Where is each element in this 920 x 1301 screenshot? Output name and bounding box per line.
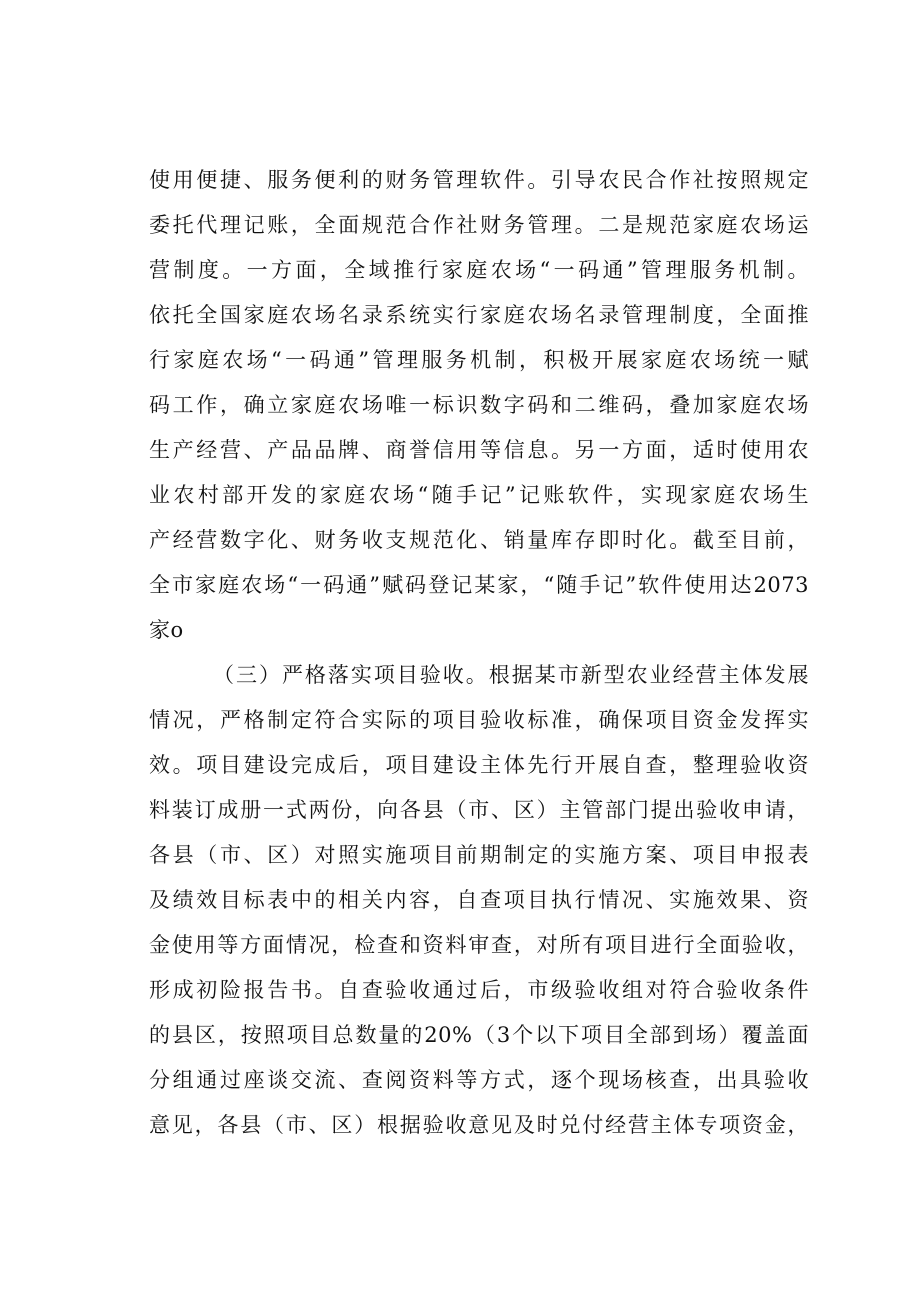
paragraph-2-line-10: 分组通过座谈交流、查阅资料等方式，逐个现场核查，出具验收 [149, 1068, 809, 1092]
paragraph-2-line-11: 意见，各县（市、区）根据验收意见及时兑付经营主体专项资金， [149, 1113, 809, 1137]
paragraph-2-line-7: 金使用等方面情况，检查和资料审查，对所有项目进行全面验收， [149, 933, 809, 957]
paragraph-1-line-3: 营制度。一方面，全域推行家庭农场“一码通”管理服务机制。 [149, 258, 809, 282]
paragraph-1-line-5: 行家庭农场“一码通”管理服务机制，积极开展家庭农场统一赋 [149, 348, 809, 372]
paragraph-1-line-9: 产经营数字化、财务收支规范化、销量库存即时化。截至目前， [149, 528, 809, 552]
paragraph-1-line-1: 使用便捷、服务便利的财务管理软件。引导农民合作社按照规定 [149, 168, 809, 192]
paragraph-2-line-4: 料装订成册一式两份，向各县（市、区）主管部门提出验收申请， [149, 798, 809, 822]
paragraph-1-line-6: 码工作，确立家庭农场唯一标识数字码和二维码，叠加家庭农场 [149, 393, 809, 417]
paragraph-2-line-2: 情况，严格制定符合实际的项目验收标准，确保项目资金发挥实 [149, 708, 809, 732]
paragraph-1-line-7: 生产经营、产品品牌、商誉信用等信息。另一方面，适时使用农 [149, 438, 809, 462]
paragraph-1-line-2: 委托代理记账，全面规范合作社财务管理。二是规范家庭农场运 [149, 213, 809, 237]
paragraph-2-line-6: 及绩效目标表中的相关内容，自查项目执行情况、实施效果、资 [149, 888, 809, 912]
paragraph-2-line-5: 各县（市、区）对照实施项目前期制定的实施方案、项目申报表 [149, 843, 809, 867]
paragraph-2-line-8: 形成初险报告书。自查验收通过后，市级验收组对符合验收条件 [149, 978, 809, 1002]
paragraph-1-line-11: 家o [149, 618, 184, 642]
paragraph-2-line-3: 效。项目建设完成后，项目建设主体先行开展自查，整理验收资 [149, 753, 809, 777]
paragraph-1-line-8: 业农村部开发的家庭农场“随手记”记账软件，实现家庭农场生 [149, 483, 809, 507]
paragraph-2-line-1: （三）严格落实项目验收。根据某市新型农业经营主体发展 [213, 663, 809, 687]
paragraph-1-line-4: 依托全国家庭农场名录系统实行家庭农场名录管理制度，全面推 [149, 303, 809, 327]
paragraph-1-line-10: 全市家庭农场“一码通”赋码登记某家，“随手记”软件使用达2073 [149, 573, 809, 597]
paragraph-2-line-9: 的县区，按照项目总数量的20%（3个以下项目全部到场）覆盖面 [149, 1023, 809, 1047]
